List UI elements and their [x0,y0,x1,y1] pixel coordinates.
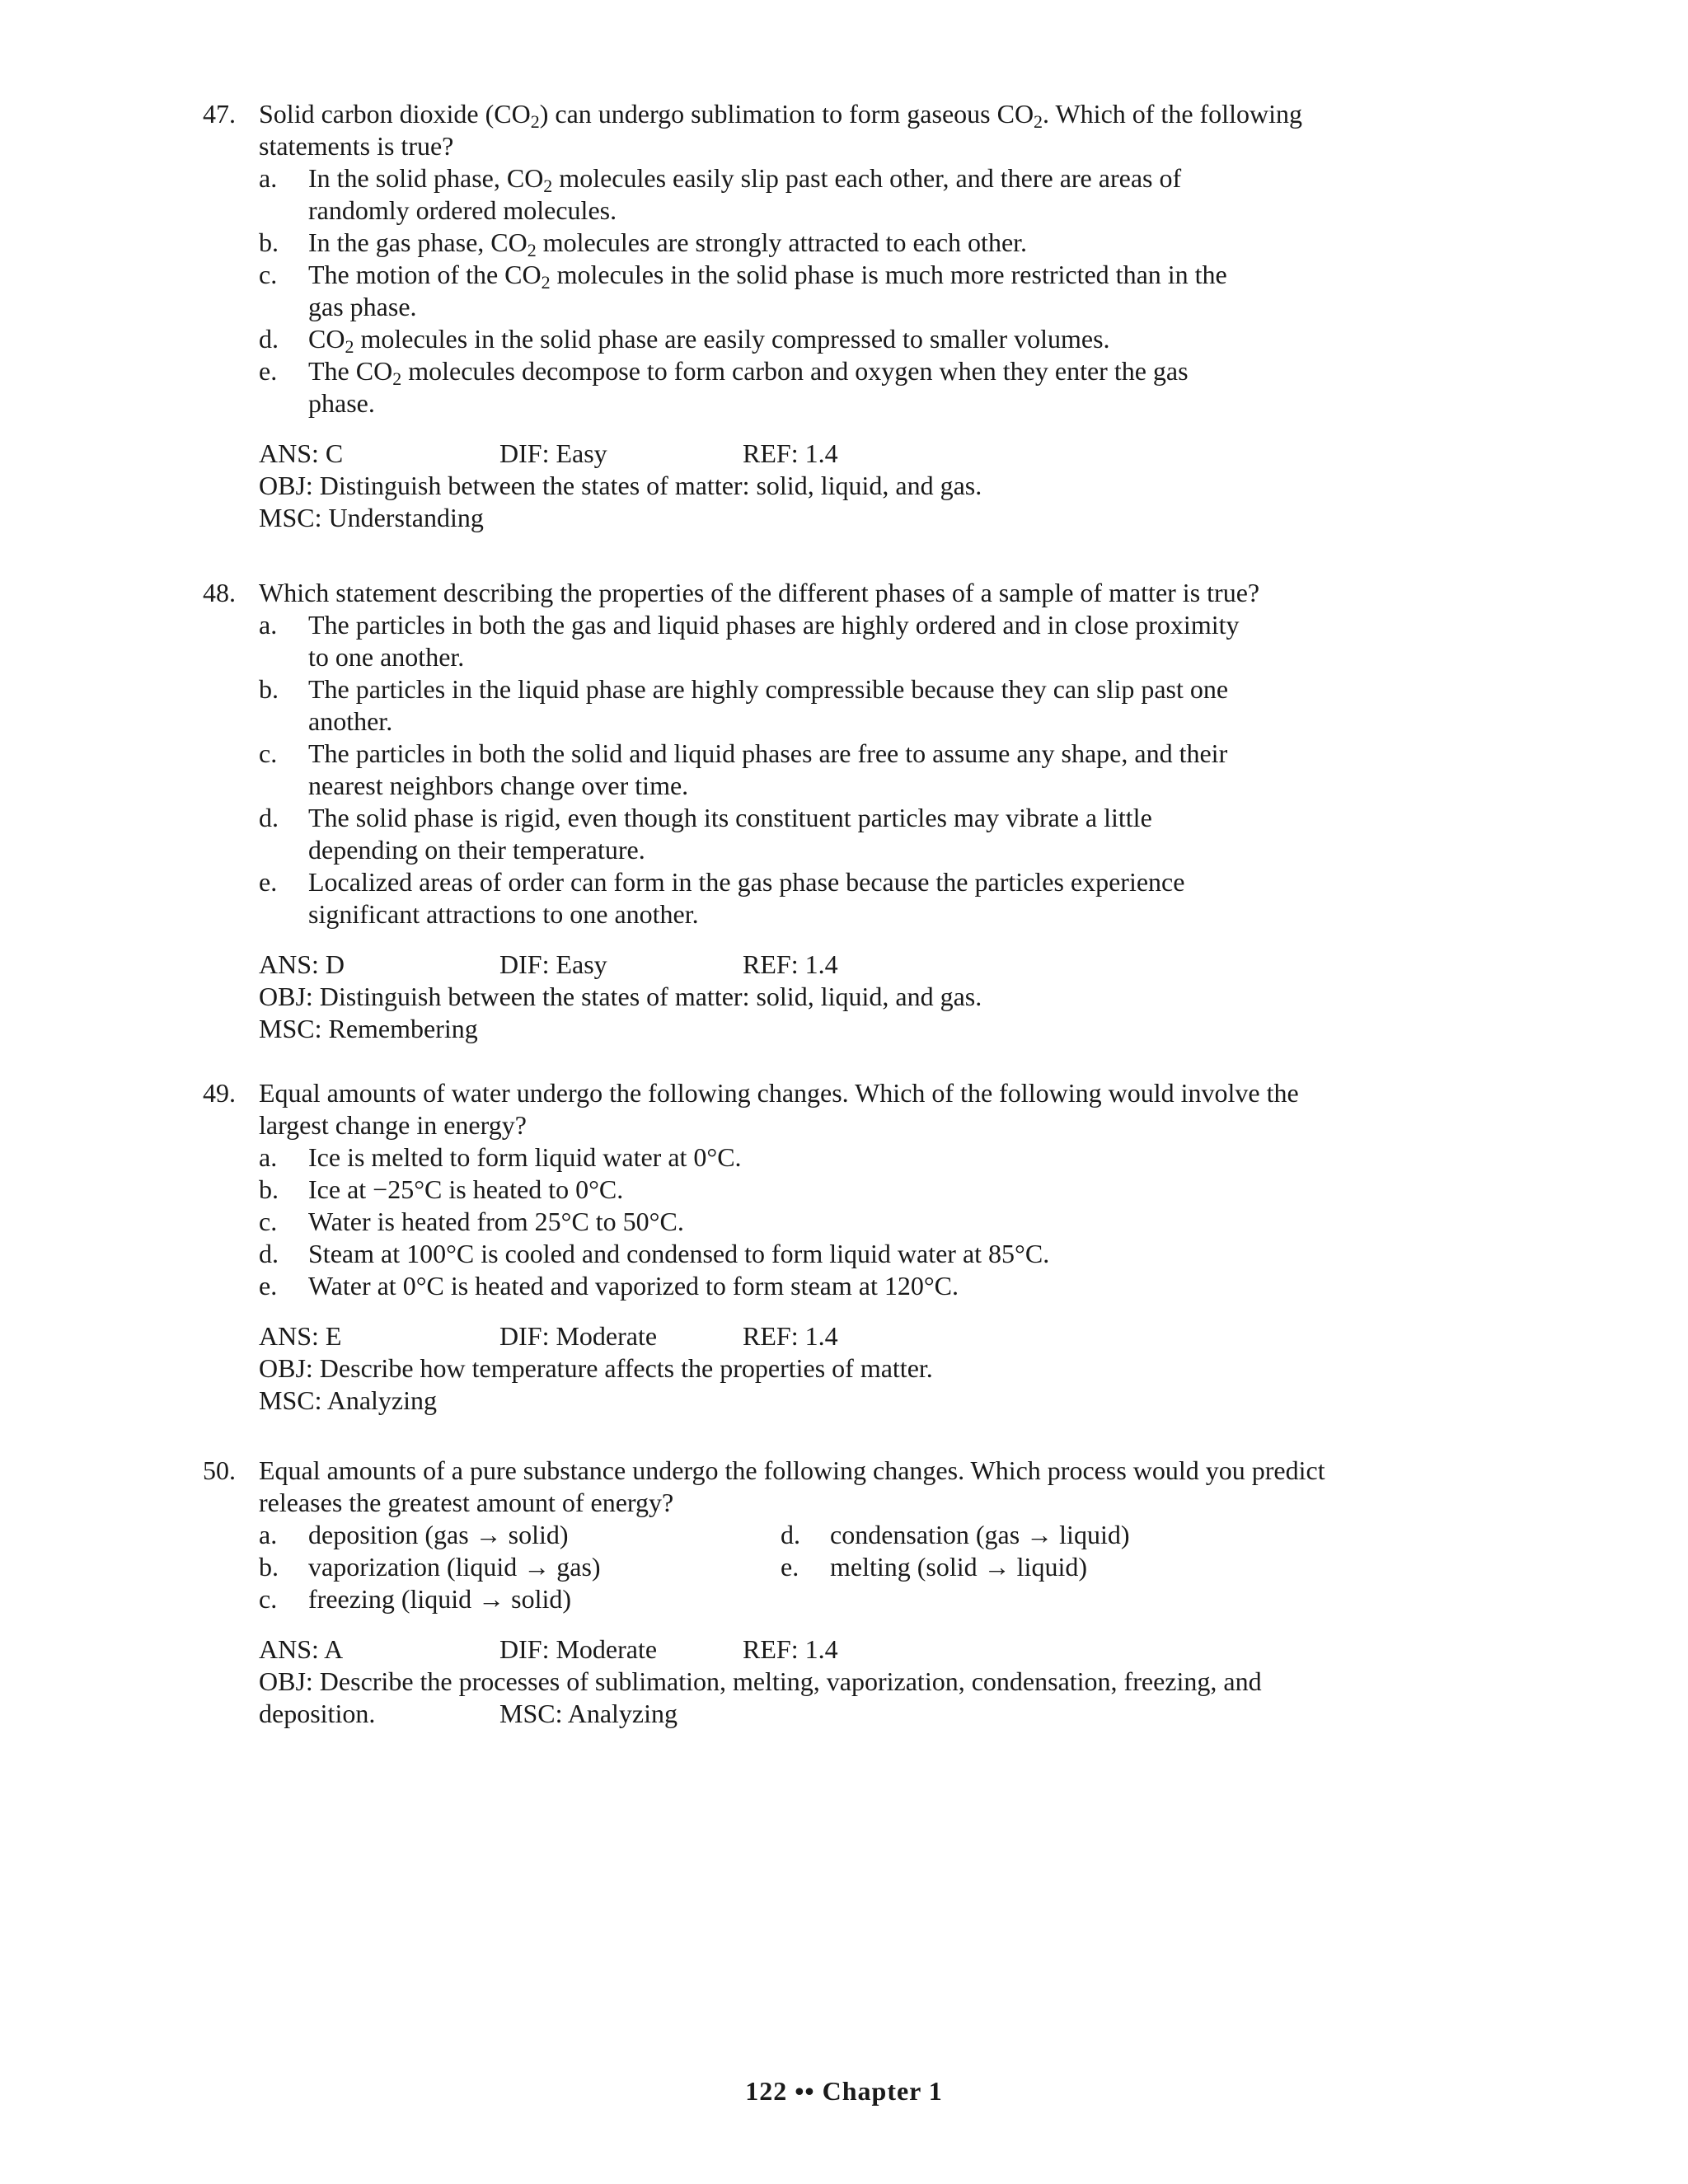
difficulty: DIF: Easy [499,949,607,979]
difficulty: DIF: Moderate [499,1634,658,1664]
answer-options [259,609,1390,930]
question-47 [203,98,1390,534]
option-a: a. deposition (gas → solid) [259,1520,569,1549]
option-d: d. $CO_2$ molecules in the solid phase are easily compressed to smaller volumes. [259,324,1110,357]
msc: MSC: Analyzing [259,1385,438,1415]
answer-options [259,1141,1390,1302]
option-e: e. melting (solid → liquid) [781,1552,1087,1582]
msc: MSC: Understanding [259,503,484,532]
option-b: b. vaporization (liquid → gas) [259,1552,601,1582]
option-c: c. Water is heated from 25°C to 50°C. [259,1207,684,1236]
option-a: a. The particles in both the gas and liquid phases are highly ordered and in close proximity to one another. [259,610,1240,672]
option-b: b. In the gas phase, $CO_2$ molecules are strongly attracted to each other. [259,227,1028,260]
objective: OBJ: Describe the processes of sublimation, melting, vaporization, condensation, freezing, and [259,1666,1262,1696]
option-c: c. freezing (liquid → solid) [259,1584,572,1614]
option-e: e. Water at 0°C is heated and vaporized to form steam at 120°C. [259,1271,959,1301]
option-d: d. condensation (gas → liquid) [781,1520,1130,1549]
difficulty: DIF: Moderate [499,1321,658,1351]
reference: REF: 1.4 [743,1321,838,1351]
answer-metadata [259,1320,1390,1417]
answer-metadata [259,1633,1390,1730]
answer-key: ANS: C [259,438,344,468]
question-number: 50. [203,1455,236,1485]
options-left-column [259,1519,781,1615]
question-48 [203,577,1390,1045]
difficulty: DIF: Easy [499,438,607,468]
objective-continued: deposition. [259,1699,376,1728]
question-49 [203,1077,1390,1417]
option-e: e. The $CO_2$ molecules decompose to form carbon and oxygen when they enter the gas phase. [259,356,1189,418]
reference: REF: 1.4 [743,438,838,468]
question-number: 47. [203,99,236,129]
option-a: a. In the solid phase, $CO_2$ molecules easily slip past each other, and there are areas of randomly ordered molecules. [259,163,1182,225]
objective: OBJ: Describe how temperature affects the properties of matter. [259,1353,933,1383]
question-stem: Which statement describing the properties of the different phases of a sample of matter is true? [259,578,1260,607]
answer-metadata [259,949,1390,1045]
option-d: d. Steam at 100°C is cooled and condensed to form liquid water at 85°C. [259,1239,1050,1268]
question-stem: Equal amounts of a pure substance undergo the following changes. Which process would you predict releases the greatest amount of energy? [259,1455,1325,1517]
options-right-column [781,1519,1302,1615]
option-e: e. Localized areas of order can form in the gas phase because the particles experience significant attractions to one another. [259,867,1185,929]
msc: MSC: Remembering [259,1014,478,1043]
answer-key: ANS: A [259,1634,344,1664]
reference: REF: 1.4 [743,1634,838,1664]
question-stem: Equal amounts of water undergo the following changes. Which of the following would involve the largest change in energy? [259,1078,1299,1140]
option-b: b. The particles in the liquid phase are highly compressible because they can slip past one another. [259,674,1229,736]
objective: OBJ: Distinguish between the states of matter: solid, liquid, and gas. [259,982,982,1011]
objective: OBJ: Distinguish between the states of matter: solid, liquid, and gas. [259,471,982,500]
page-footer: 122 •• Chapter 1 [745,2076,943,2106]
question-number: 48. [203,578,236,607]
option-b: b. Ice at −25°C is heated to 0°C. [259,1174,624,1204]
answer-key: ANS: E [259,1321,342,1351]
answer-options [259,1519,1390,1615]
reference: REF: 1.4 [743,949,838,979]
option-c: c. The motion of the $CO_2$ molecules in the solid phase is much more restricted than in the gas phase. [259,260,1227,321]
answer-key: ANS: D [259,949,345,979]
msc: MSC: Analyzing [499,1699,678,1728]
question-stem: Solid carbon dioxide $(CO_2)$ can undergo sublimation to form gaseous $CO_2$. Which of the following statements is true? [259,99,1302,161]
question-number: 49. [203,1078,236,1108]
option-a: a. Ice is melted to form liquid water at 0°C. [259,1142,742,1172]
answer-options [259,162,1390,419]
option-d: d. The solid phase is rigid, even though its constituent particles may vibrate a little depending on their temperature. [259,803,1152,865]
answer-metadata [259,438,1390,534]
question-50 [203,1455,1390,1730]
option-c: c. The particles in both the solid and liquid phases are free to assume any shape, and their nearest neighbors change over time. [259,738,1228,800]
